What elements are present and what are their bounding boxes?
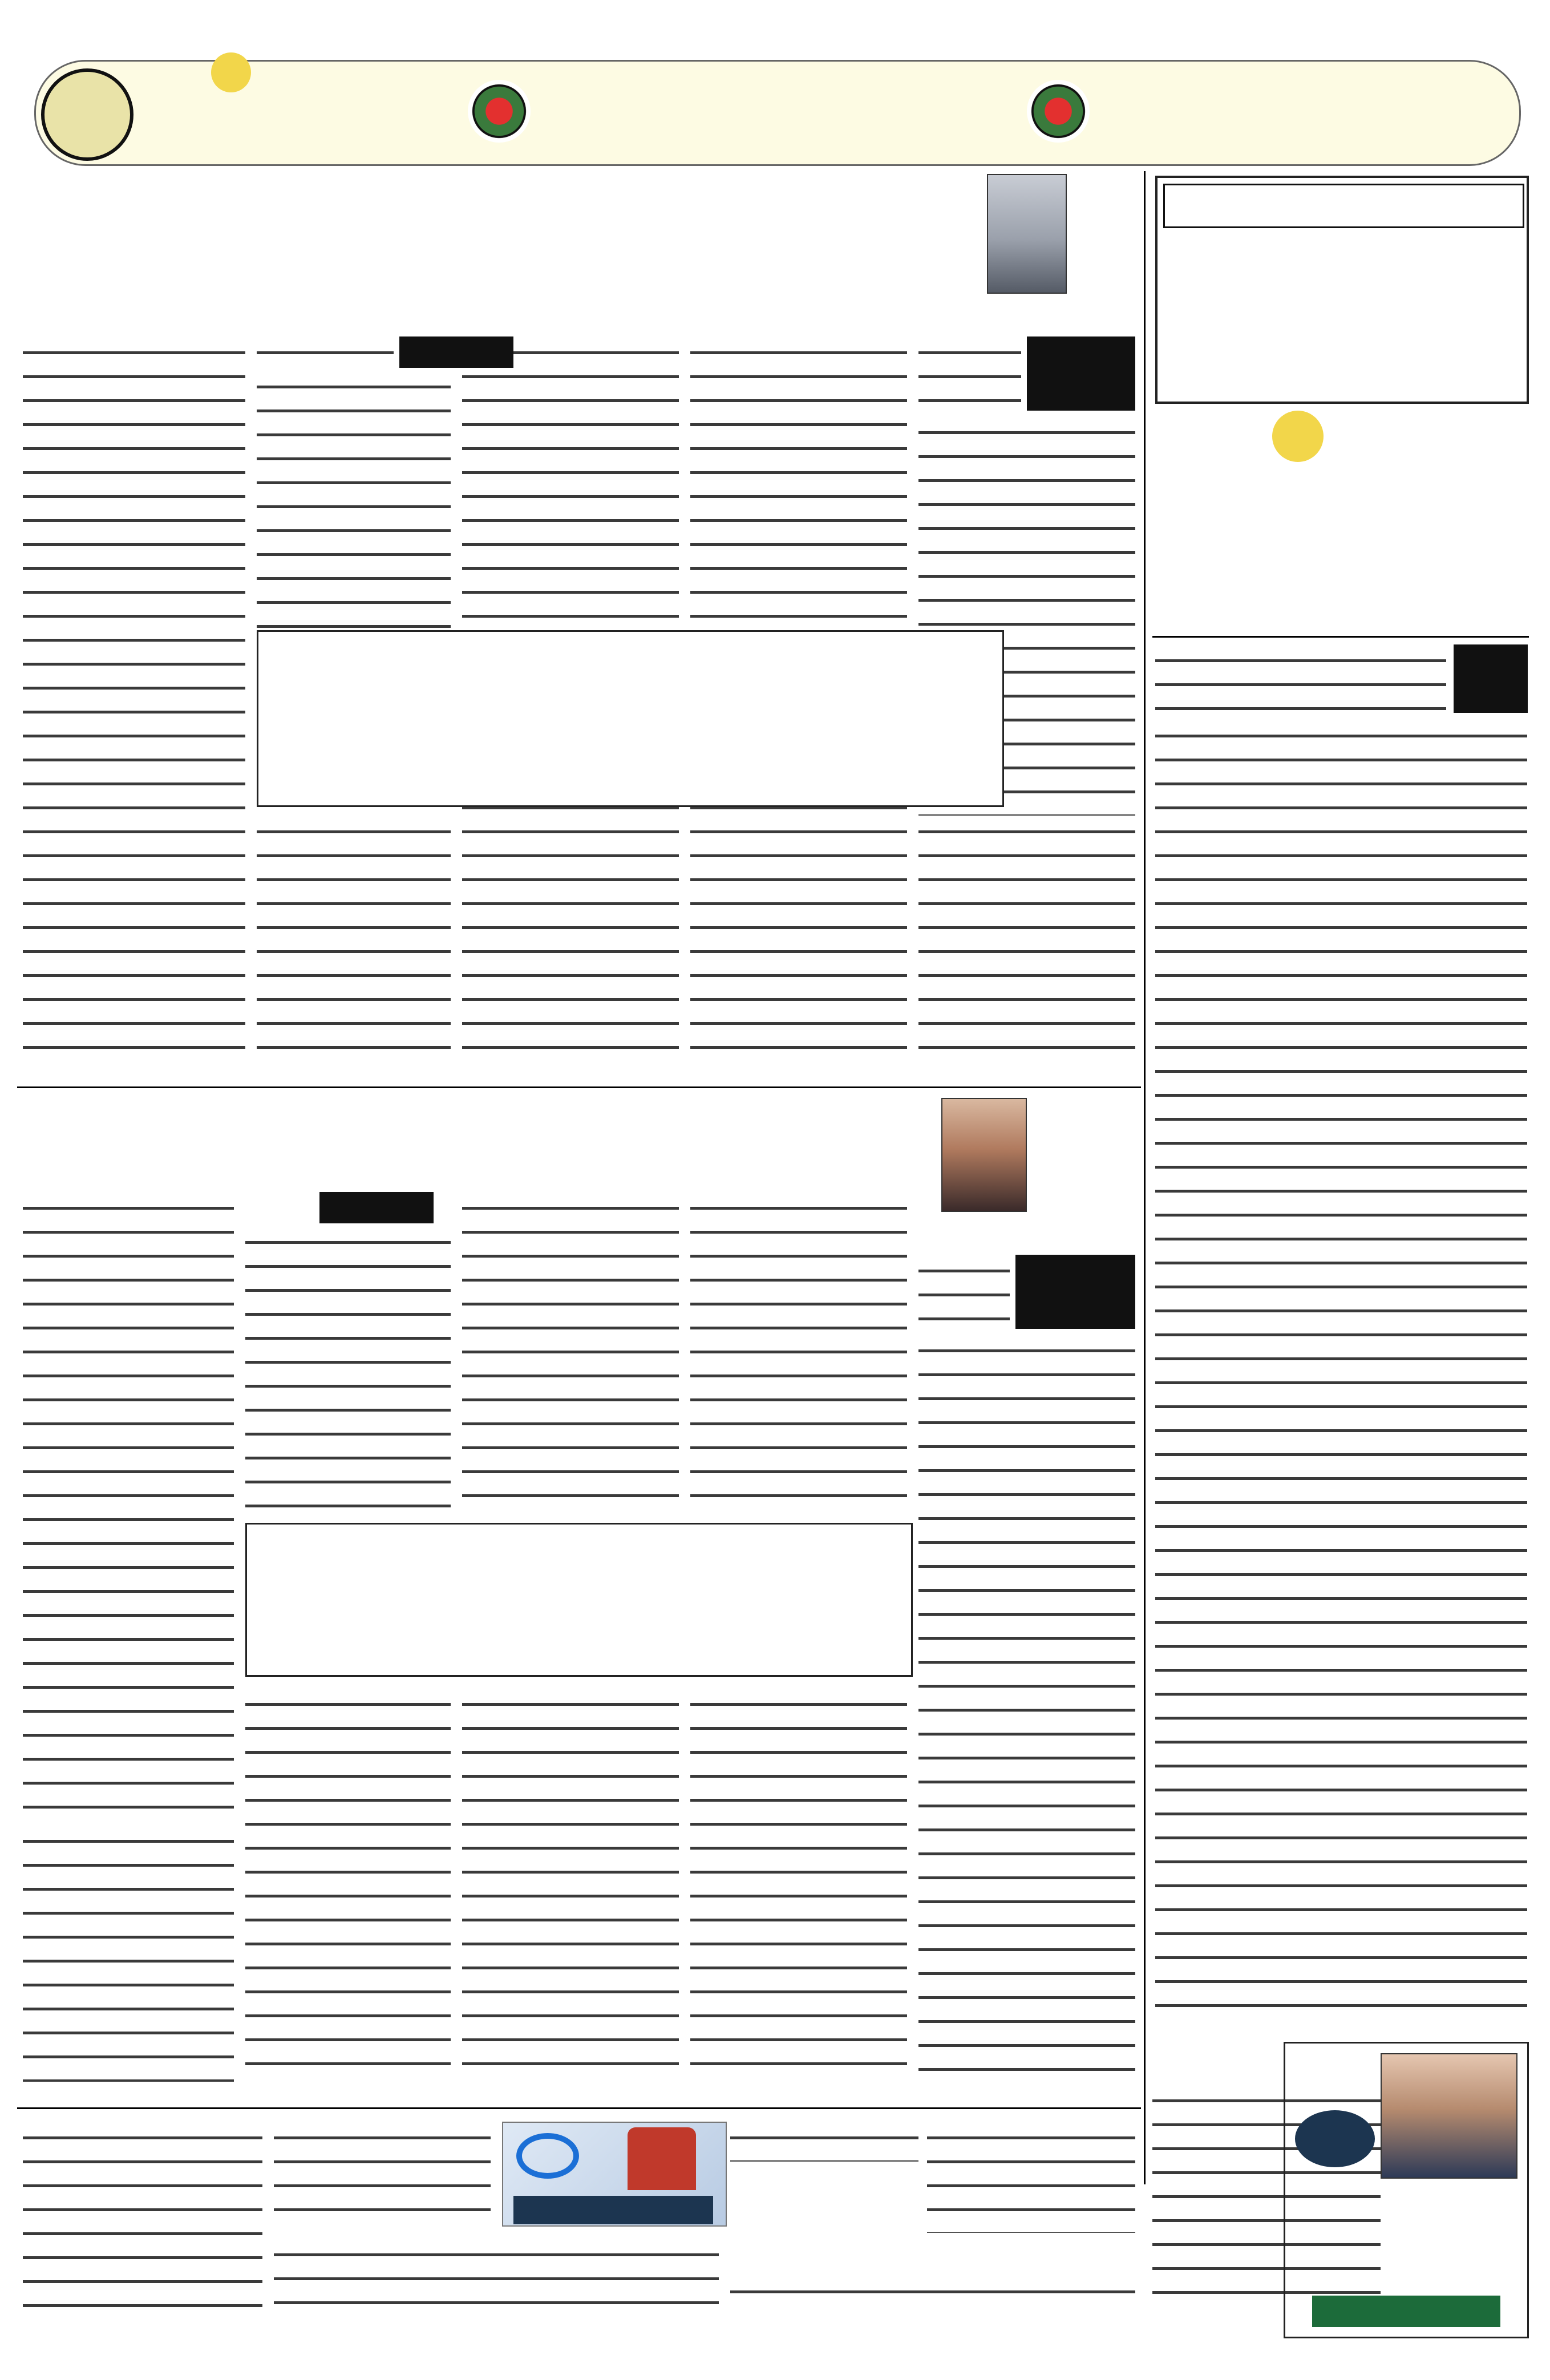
article1-col1-bottom: [918, 816, 1135, 1049]
sidebar-logo: [1221, 411, 1460, 576]
article2-highlight-box: [245, 1523, 913, 1677]
editorial-body: [1155, 720, 1527, 2014]
left-emblem: [468, 80, 531, 143]
aqwal-title-bar: [1163, 184, 1524, 228]
editorial-dropcap-box: [1454, 644, 1528, 713]
logo-number: [211, 52, 251, 92]
article2-dropcap-box: [1015, 1255, 1135, 1329]
aqwal-box: [1155, 176, 1529, 404]
article2-col2-bottom: [690, 1688, 907, 2082]
article1-highlight-box: [257, 630, 1004, 807]
editorial-body-top: [1155, 644, 1446, 716]
letter1-body-col3: [730, 2276, 1135, 2310]
letters-banner: [513, 2196, 713, 2224]
article1-col4-top: [257, 336, 394, 365]
envelope-icon: [516, 2133, 579, 2179]
article2-col5: [23, 1192, 234, 1819]
page-number: [41, 67, 133, 153]
aaina-title: [1295, 2110, 1375, 2167]
poet-photo: [1381, 2053, 1517, 2179]
article1-column-tag: [399, 336, 513, 368]
article2-column-tag: [319, 1192, 434, 1223]
article2-col1-top: [918, 1255, 1010, 1329]
letter2-body: [23, 2122, 262, 2316]
aaina-poet: [1312, 2296, 1500, 2327]
article2-author-photo: [941, 1098, 1027, 1212]
article1-col2-bottom: [690, 816, 907, 1049]
article2-col2: [690, 1192, 907, 1511]
letter3-body-2: [274, 2239, 719, 2313]
article1-col5: [23, 336, 245, 1049]
article2-col1: [918, 1335, 1135, 2082]
article2-col3-bottom: [462, 1688, 679, 2082]
article2-col5-bottom: [23, 1825, 234, 2082]
article1-dropcap-box: [1027, 336, 1135, 411]
masthead: [0, 0, 1550, 188]
mailbox-icon: [628, 2127, 696, 2190]
article1-col1-top: [918, 336, 1021, 411]
right-emblem: [1027, 80, 1090, 143]
article1-col4-bottom: [257, 816, 451, 1049]
letter1-body: [730, 2122, 918, 2162]
article1-col3-bottom: [462, 816, 679, 1049]
masthead-logo: [143, 46, 371, 165]
letter1-body-col2: [927, 2122, 1135, 2233]
article1-author-photo: [987, 174, 1067, 294]
article2-col4-bottom: [245, 1688, 451, 2082]
letter3-body: [274, 2122, 491, 2230]
article2-col4-top: [245, 1226, 451, 1511]
article2-col3: [462, 1192, 679, 1511]
